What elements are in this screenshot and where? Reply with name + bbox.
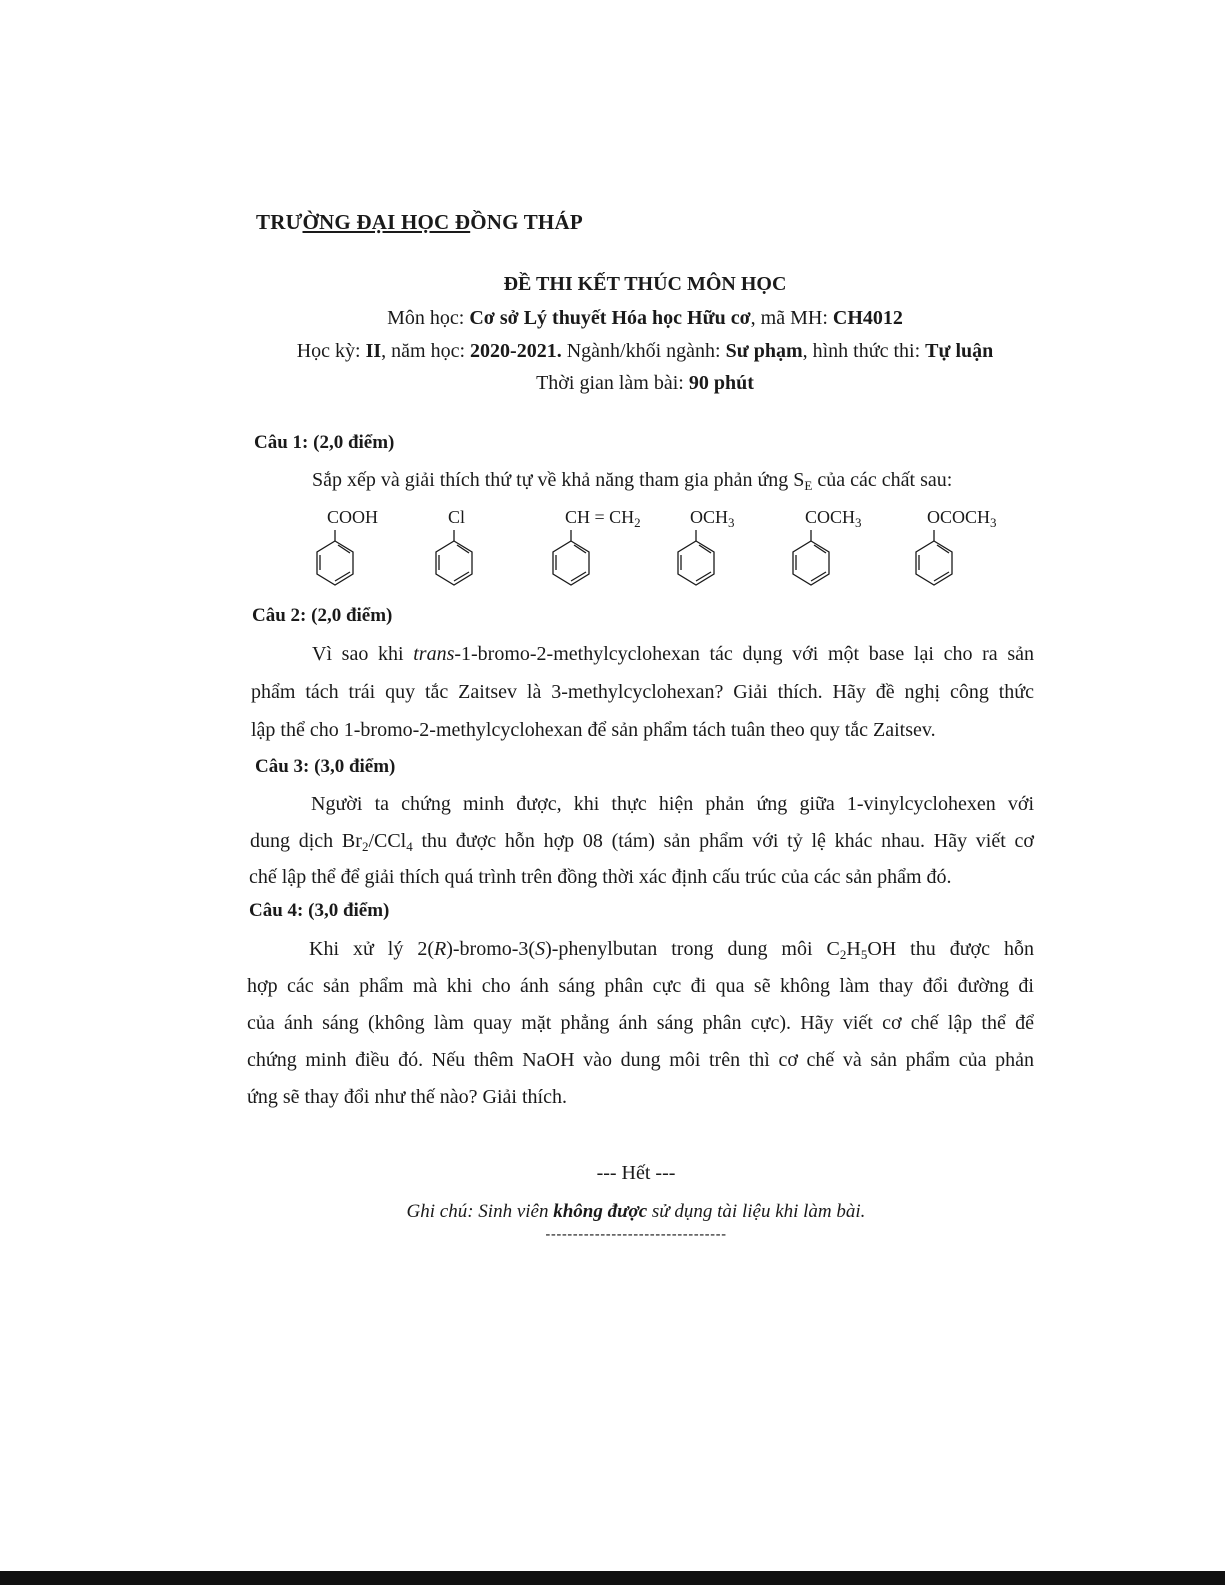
question-3-title: Câu 3: (3,0 điểm) [255,756,396,777]
benzene-ring-icon [314,530,360,590]
structure-label-ococh3: $OCOCH_3$ [927,507,997,530]
exam-title: ĐỀ THI KẾT THÚC MÔN HỌC [503,273,787,295]
school-name-part: TRƯ [256,210,303,234]
question-2-line-2: phẩm tách trái quy tắc Zaitsev là 3-methylcyclohexan? Giải thích. Hãy đề nghị công thức [251,681,1034,703]
benzene-ring-icon [433,530,479,590]
school-name [256,210,583,235]
benzene-ring-icon [790,530,836,590]
question-4-line-2: hợp các sản phẩm mà khi cho ánh sáng phân cực đi qua sẽ không làm thay đổi đường đi [247,975,1034,997]
question-1-title: Câu 1: (2,0 điểm) [254,432,395,453]
question-1-text: Sắp xếp và giải thích thứ tự về khả năng tham gia phản ứng $S_E$ của các chất sau: [312,469,953,493]
footer-dashes: --------------------------------- [545,1226,727,1243]
question-4-title: Câu 4: (3,0 điểm) [249,900,390,921]
school-name-part: ỒNG THÁP [470,210,583,234]
structure-label-cooh: COOH [327,507,379,527]
question-2-line-3: lập thể cho 1-bromo-2-methylcyclohexan để sản phẩm tách tuân theo quy tắc Zaitsev. [251,719,936,741]
question-2-title: Câu 2: (2,0 điểm) [252,605,393,626]
end-marker: --- Hết --- [596,1162,676,1184]
time-line: Thời gian làm bài: 90 phút [536,372,754,394]
question-2-line-1: Vì sao khi trans-1-bromo-2-methylcyclohexan tác dụng với một base lại cho ra sản [312,643,1034,665]
scan-border [0,1571,1225,1585]
school-name-underlined: ỜNG ĐẠI HỌC Đ [302,210,471,234]
benzene-ring-icon [550,530,596,590]
benzene-ring-icon [913,530,959,590]
question-4-line-4: chứng minh điều đó. Nếu thêm NaOH vào dung môi trên thì cơ chế và sản phẩm của phản [247,1049,1034,1071]
structure-label-coch3: $COCH_3$ [805,507,862,530]
subject-line: Môn học: Cơ sở Lý thuyết Hóa học Hữu cơ, mã MH: CH4012 [387,307,903,329]
benzene-ring-icon [675,530,721,590]
question-3-line-3: chế lập thể để giải thích quá trình trên đồng thời xác định cấu trúc của các sản phẩm đó. [249,866,952,888]
question-4-line-1: Khi xử lý 2(R)-bromo-3(S)-phenylbutan trong dung môi $C_2H_5OH$ thu được hỗn [309,938,1034,962]
question-3-line-1: Người ta chứng minh được, khi thực hiện phản ứng giữa 1-vinylcyclohexen với [311,793,1034,815]
footer-note: Ghi chú: Sinh viên không được sử dụng tài liệu khi làm bài. [406,1201,866,1222]
structure-label-cl: Cl [448,507,466,527]
structure-label-och3: $OCH_3$ [690,507,735,530]
structure-label-vinyl: CH = $CH_2$ [565,507,641,530]
question-3-line-2: dung dịch $Br_2/CCl_4$ thu được hỗn hợp 08 (tám) sản phẩm với tỷ lệ khác nhau. Hãy viết cơ [250,830,1034,854]
term-line: Học kỳ: II, năm học: 2020-2021. Ngành/khối ngành: Sư phạm, hình thức thi: Tự luận [296,340,994,362]
question-4-line-3: của ánh sáng (không làm quay mặt phẳng ánh sáng phân cực). Hãy viết cơ chế lập thể để [247,1012,1034,1034]
question-4-line-5: ứng sẽ thay đổi như thế nào? Giải thích. [247,1086,567,1108]
